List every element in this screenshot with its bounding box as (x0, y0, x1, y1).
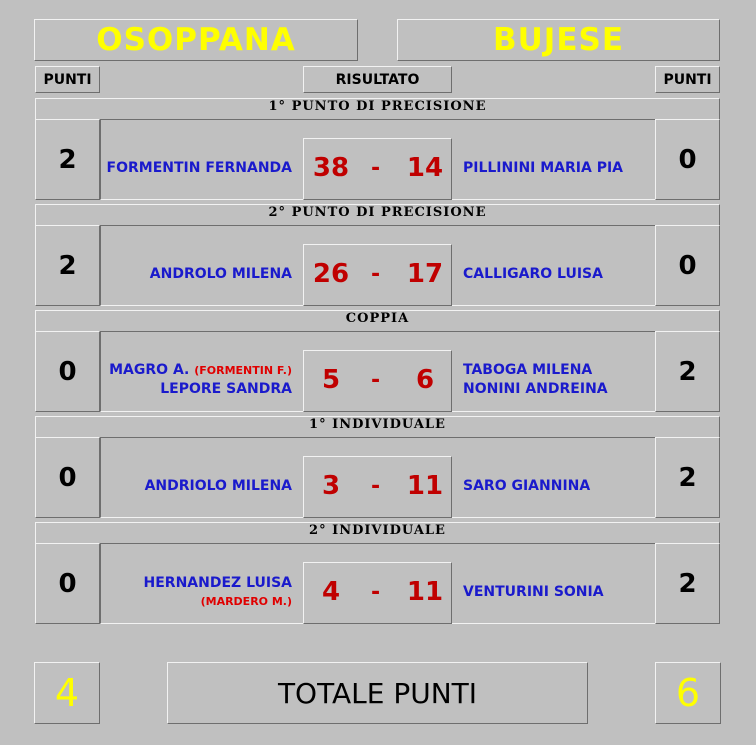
away-score: 14 (406, 153, 444, 183)
away-player-2: NONINI ANDREINA (463, 381, 608, 397)
punti-left-header: PUNTI (35, 66, 100, 93)
section-title: 2° INDIVIDUALE (309, 523, 446, 538)
score-dash: - (371, 368, 381, 393)
away-score: 11 (406, 577, 444, 607)
substitute-note: (MARDERO M.) (200, 595, 292, 608)
home-player: ANDROLO MILENA (149, 266, 292, 282)
section-title: 1° INDIVIDUALE (309, 417, 446, 432)
home-player-1 (109, 362, 292, 378)
home-player: HERNANDEZ LUISA (143, 575, 292, 591)
away-score: 6 (415, 365, 435, 395)
home-score: 38 (312, 153, 350, 183)
away-player: PILLININI MARIA PIA (463, 160, 624, 176)
away-points: 0 (655, 225, 720, 306)
total-away-points: 6 (655, 662, 721, 724)
home-player: ANDRIOLO MILENA (144, 478, 292, 494)
away-score: 17 (406, 259, 444, 289)
away-points: 0 (655, 119, 720, 200)
away-points: 2 (655, 331, 720, 412)
home-player-1-name: MAGRO A. (109, 362, 190, 378)
home-points: 0 (35, 543, 100, 624)
section-title: COPPIA (345, 311, 410, 326)
team-home-name: OSOPPANA (34, 19, 358, 61)
away-player: VENTURINI SONIA (463, 584, 604, 600)
away-player: SARO GIANNINA (463, 478, 591, 494)
home-points: 0 (35, 437, 100, 518)
away-score: 11 (406, 471, 444, 501)
total-punti-label: TOTALE PUNTI (167, 662, 588, 724)
team-away-name: BUJESE (397, 19, 720, 61)
score-dash: - (371, 474, 381, 499)
substitute-note: (FORMENTIN F.) (194, 364, 292, 377)
home-points: 2 (35, 225, 100, 306)
home-score: 4 (321, 577, 341, 607)
away-player-1: TABOGA MILENA (463, 362, 593, 378)
home-player-2: LEPORE SANDRA (160, 381, 292, 397)
home-score: 5 (321, 365, 341, 395)
home-player: FORMENTIN FERNANDA (106, 160, 292, 176)
risultato-header: RISULTATO (303, 66, 452, 93)
home-score: 3 (321, 471, 341, 501)
section-title: 2° PUNTO DI PRECISIONE (268, 205, 487, 220)
section-title: 1° PUNTO DI PRECISIONE (268, 99, 487, 114)
away-points: 2 (655, 543, 720, 624)
home-score: 26 (312, 259, 350, 289)
punti-right-header: PUNTI (655, 66, 720, 93)
total-home-points: 4 (34, 662, 100, 724)
away-points: 2 (655, 437, 720, 518)
score-dash: - (371, 262, 381, 287)
away-player: CALLIGARO LUISA (463, 266, 603, 282)
score-dash: - (371, 580, 381, 605)
score-dash: - (371, 156, 381, 181)
home-points: 0 (35, 331, 100, 412)
home-points: 2 (35, 119, 100, 200)
